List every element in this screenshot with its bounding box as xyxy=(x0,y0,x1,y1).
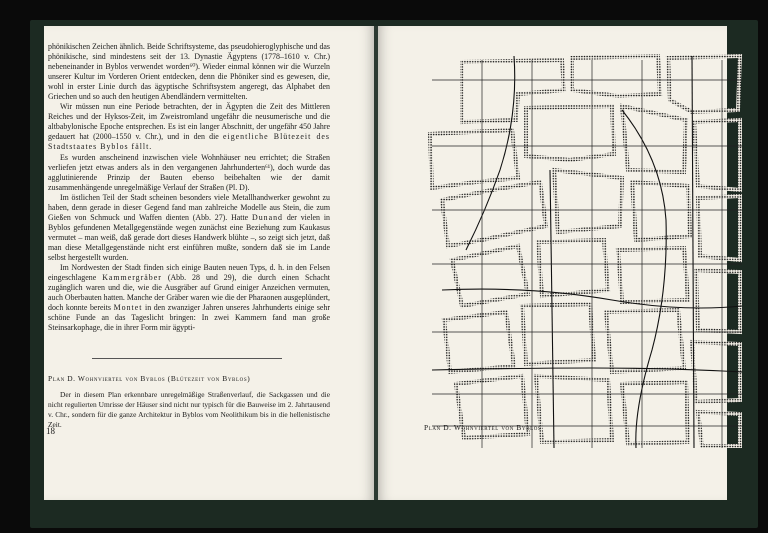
paragraph xyxy=(48,263,330,333)
spaced-term-bluetezeit: eigentliche Blütezeit des Stadtstaates Byblos fällt. xyxy=(48,132,330,152)
page-number: 18 xyxy=(46,426,55,436)
map-caption: Plan D. Wohnviertel von Byblos xyxy=(424,423,542,432)
plan-caption-heading: Plan D. Wohnviertel von Byblos (Blütezeit von Byblos) xyxy=(48,374,251,383)
plan-caption-left xyxy=(48,374,330,430)
spaced-term-dunand: Dunand xyxy=(252,212,283,222)
paragraph-text: (Abb. 28 und 29), die durch einen Schacht zugänglich waren und die, wie die Ausgräber auf Grund einiger Anzeichen vermuten, auch Oberbauten hatten. Manche der Gräber waren wie die der Pharaonen ausgeplündert, doch konnte bereits xyxy=(48,273,330,313)
spaced-term-montet: Montet xyxy=(113,303,143,313)
paragraph-text: der vielen in Byblos gefundenen Metallgegenstände wegen zunächst eine Beziehung zum Kaukasus vermutet – man weiß, daß gerade dort dieses Handwerk blühte –, so zeigt sich jetzt, daß man diese Metallgegenstände nicht erst einführen mußte, sondern daß sie im Lande selbst hergestellt wurden. xyxy=(48,212,330,262)
paragraph: phönikischen Zeichen ähnlich. Beide Schriftsysteme, das pseudohieroglyphische und das phönikische, sind mindestens seit der 13. Dynastie Ägyptens (1778–1610 v. Chr.) nebeneinander in Byblos verwendet worden⁶⁰). Wieder einmal können wir die Wurzeln unserer Kultur im Vorderen Orient entdecken, denn die Phöniker sind es gewesen, die, wohl in erster Linie durch das ägyptische Schriftsystem angeregt, das Alphabet den Griechen und so auch den heutigen Abendländern vermittelten. xyxy=(48,42,330,102)
caption-divider xyxy=(92,358,282,359)
paragraph xyxy=(48,102,330,152)
paragraph-text: in den zwanziger Jahren unseres Jahrhunderts einige sehr schöne Funde an das Tageslicht bringen: In zwei Kammern fand man große Steinsarkophage, die in ihrer Form mir ägypti- xyxy=(48,303,331,333)
paragraph xyxy=(48,193,330,263)
spaced-term-kammergraeber: Kammergräber xyxy=(102,273,162,283)
left-page-body-text xyxy=(48,42,330,333)
paragraph: Es wurden anscheinend inzwischen viele Wohnhäuser neu errichtet; die Straßen verliefen jetzt etwas anders als in den vergangenen Jahrhunderten⁶¹), doch wurde das agglutinierende Prinzip der Bauten ebenso beibehalten wie der damit zusammenhängende unregelmäßige Verlauf der Straßen (Pl. D). xyxy=(48,152,330,192)
paragraph-text: Im Nordwesten der Stadt finden sich einige Bauten neuen Typs, d. h. in den Felsen eingeschlagene xyxy=(48,263,330,283)
city-plan-map xyxy=(422,50,746,448)
paragraph-text: Wir müssen nun eine Periode betrachten, der in Ägypten die Zeit des Mittleren Reiches und der Hyksos-Zeit, im Zweistromland ungefähr die neusumerische und die altbabylonische Epoche entsprechen. Es ist ein langer Abschnitt, der ungefähr 450 Jahre gedauert hat (2000–1550 v. Chr.), und in den die xyxy=(48,102,330,142)
paragraph-text: Im östlichen Teil der Stadt scheinen besonders viele Metallhandwerker gewohnt zu haben, denn gerade in dieser Gegend fand man zahlreiche Modelle aus Stein, die zum Gießen von Schmuck und Waffen dienten (Abb. 27). Hatte xyxy=(48,192,330,222)
plan-caption-text: Der in diesem Plan erkennbare unregelmäßige Straßenverlauf, die Sackgassen und die nicht regulierten Umrisse der Häuser sind nicht nur typisch für die Bauweise im 2. Jahrtausend v. Chr., sondern für die ganze Architektur in Byblos vom Neolithikum bis in die hellenistische Zeit. xyxy=(48,390,330,429)
